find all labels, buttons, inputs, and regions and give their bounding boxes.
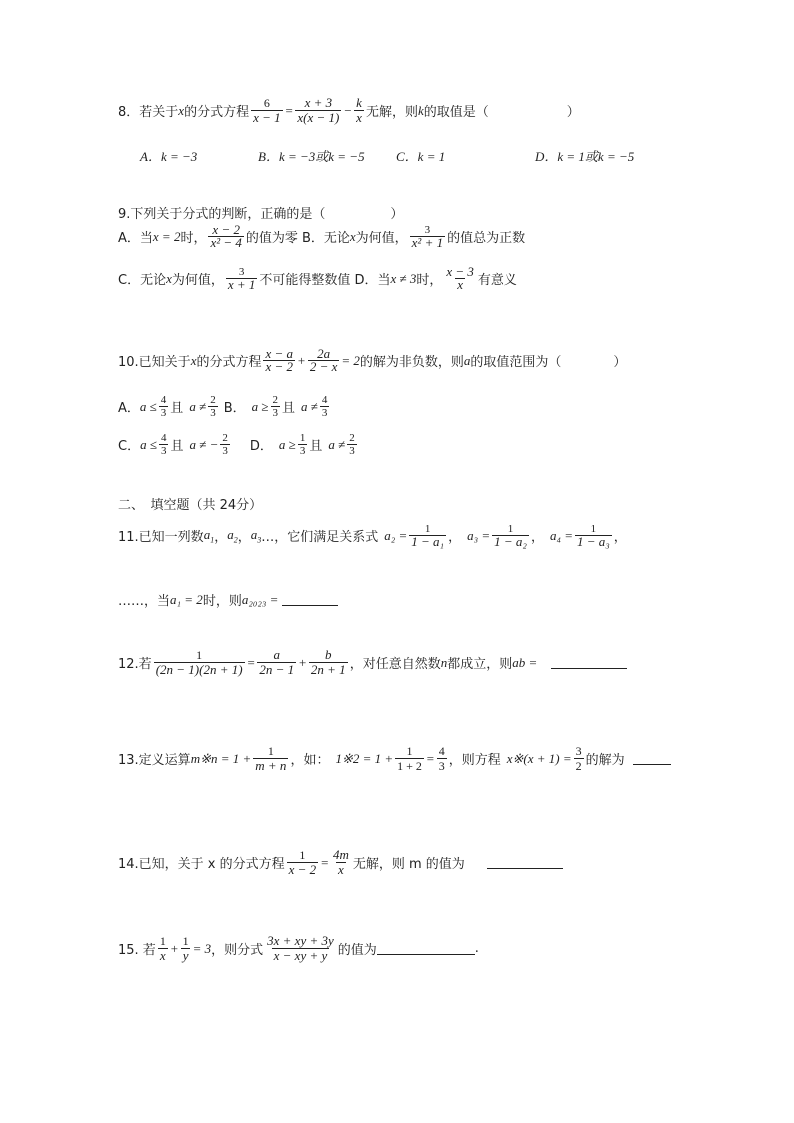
q8-fraction-3: $\frac{k}{x}$ <box>356 95 362 125</box>
q9-b-pre: B．无论 <box>301 231 350 246</box>
q13-answer-blank[interactable] <box>633 752 671 765</box>
question-15: 15. 若 $\frac{1}{x}$ + $\frac{1}{y}$ = 3 ，则分式 $\frac{3x + xy + 3y}{x - xy + y}$ 的值为 . <box>118 933 479 963</box>
q9-a-pre: A．当 <box>118 231 153 246</box>
q11-target: a₂₀₂₃ = <box>241 591 279 607</box>
q14-lhs-fraction: $\frac{1}{x - 2}$ <box>288 848 317 877</box>
q12-answer-blank[interactable] <box>551 656 627 669</box>
q9-c-var: x <box>166 270 172 286</box>
q10-options-cd: C． a ≤ $\frac{4}{3}$ 且 a ≠ − $\frac{2}{3}$ D． a ≥ $\frac{1}{3}$ 且 a ≠ $\frac{2}{3}$ <box>118 432 355 457</box>
q9-b-mid: 为何值， <box>355 231 408 246</box>
question-13: 13.定义运算 m※n = 1 + $\frac{1}{m + n}$ ，如： 1※2 = 1 + $\frac{1}{1 + 2}$ = $\frac{4}{3}$ ，则方程 x※(x + 1) = $\frac{3}{2}$ 的解为 <box>118 744 671 773</box>
q10-fraction-2: $\frac{2a}{2 - x}$ <box>309 346 338 374</box>
q13-def-fraction: $\frac{1}{m + n}$ <box>255 744 287 773</box>
question-12: 12.若 $\frac{1}{(2n - 1)(2n + 1)}$ = $\frac{a}{2n - 1}$ + $\frac{b}{2n + 1}$ ，对任意自然数 n 都成立，则 ab = <box>118 648 627 677</box>
q8-tail2: 的取值是（ ） <box>423 105 580 120</box>
q9-stem: 9.下列关于分式的判断，正确的是（ ） <box>118 207 404 222</box>
q10-option-d: D． <box>249 439 273 454</box>
q14-rhs-fraction: $\frac{4m}{x}$ <box>332 847 349 877</box>
q11-cond: a₁ = 2 <box>170 591 203 607</box>
q10-options-ab: A． a ≤ $\frac{4}{3}$ 且 a ≠ $\frac{2}{3}$ B． a ≥ $\frac{2}{3}$ 且 a ≠ $\frac{4}{3}$ <box>118 394 328 419</box>
q12-rhs-fraction-1: $\frac{a}{2n - 1}$ <box>259 647 295 677</box>
question-8: 8．若关于 x 的分式方程 $\frac{6}{x - 1}$ = $\frac{x + 3}{x(x - 1)}$ − $\frac{k}{x}$ 无解，则 k 的取值是（ ） <box>118 95 580 125</box>
q10-fraction-1: $\frac{x - a}{x - 2}$ <box>265 346 294 374</box>
q14-answer-blank[interactable] <box>487 856 563 869</box>
q8-var-k: k <box>417 102 424 118</box>
q9-line-ab <box>118 224 525 249</box>
q12-lhs-fraction: $\frac{1}{(2n - 1)(2n + 1)}$ <box>155 648 243 677</box>
q9-b-fraction: $\frac{3}{\text{x² + 1}}$ <box>411 224 444 250</box>
q11-rel-a3: $\frac{1}{\text{1 − a₂}}$ <box>494 523 527 549</box>
q8-option-b: B．k = −3或k = −5 <box>258 149 365 164</box>
q10-option-a: A． <box>118 401 140 416</box>
q12-rhs-fraction-2: $\frac{b}{2n + 1}$ <box>310 647 346 677</box>
q9-c-pre: C．无论 <box>118 273 167 288</box>
q9-line-cd <box>118 266 517 291</box>
q15-answer-blank[interactable] <box>377 942 475 955</box>
q8-fraction-1: $\frac{6}{x - 1}$ <box>253 96 281 125</box>
q9-a-post: 的值为零 <box>245 231 298 246</box>
q10-b-frac-1: $\frac{2}{3}$ <box>272 394 279 419</box>
q11-line2: ……，当 a₁ = 2 时，则 a₂₀₂₃ = <box>118 590 338 609</box>
q10-post: 的解为非负数，则 <box>359 355 464 370</box>
question-11: 11.已知一列数 $a_1$ ， $a_2$ ， $a_3$ …，它们满足关系式 a₂ = $\frac{1}{\text{1 − a₁}}$ ， a₃ = $\frac{1}{\text{1 − a₂}}$ ， a₄ = $\frac{1}{\text{1 − a₃}}$ ， <box>118 523 627 549</box>
q8-mid: 的分式方程 <box>184 105 250 120</box>
q13-example: 1※2 = 1 + <box>335 750 394 766</box>
q11-rel-a2: $\frac{1}{\text{1 − a₁}}$ <box>411 523 445 549</box>
q13-example-fraction: $\frac{1}{1 + 2}$ <box>397 744 422 773</box>
q10-c-frac-2: $\frac{2}{3}$ <box>222 432 228 457</box>
q11-answer-blank[interactable] <box>282 593 338 606</box>
q13-definition: m※n = 1 + <box>190 750 252 766</box>
q12-target: ab = <box>512 654 538 670</box>
q10-mid: 的分式方程 <box>196 355 262 370</box>
question-10: 10.已知关于 x 的分式方程 $\frac{x - a}{x - 2}$ + $\frac{2a}{2 - x}$ = 2 的解为非负数，则 a 的取值范围为（ ） <box>118 346 627 374</box>
q8-number: 8．若关于 <box>118 105 179 120</box>
q8-tail: 无解，则 <box>365 105 418 120</box>
q9-d-fraction: $\frac{x - 3}{x}$ <box>446 264 474 292</box>
q10-d-frac-1: $\frac{1}{3}$ <box>299 432 306 457</box>
q8-option-a: A．k = −3 <box>140 149 198 164</box>
q9-d-pre: D．当 <box>354 273 391 288</box>
q8-var-x: x <box>178 102 185 118</box>
q9-b-post: 的值总为正数 <box>447 231 526 246</box>
q9-c-fraction: $\frac{3}{x + 1}$ <box>227 266 256 292</box>
q13-equation-rhs: $\frac{3}{2}$ <box>575 744 582 773</box>
q10-option-c: C． <box>118 439 141 454</box>
q10-post2: 的取值范围为（ ） <box>470 355 627 370</box>
q11-rel-a4: $\frac{1}{\text{1 − a₃}}$ <box>577 523 610 549</box>
q9-a-fraction: $\frac{x - 2}{\text{x² − 4}}$ <box>210 222 242 250</box>
q10-d-frac-2: $\frac{2}{3}$ <box>349 432 355 457</box>
q10-pre: 10.已知关于 <box>118 355 191 370</box>
q15-frac-1x: $\frac{1}{x}$ <box>159 934 166 963</box>
q10-c-frac-1: $\frac{4}{3}$ <box>160 432 167 457</box>
q8-option-d: D．k = 1或k = −5 <box>535 149 635 164</box>
q9-d-cond: x ≠ 3 <box>390 270 417 286</box>
q10-b-frac-2: $\frac{4}{3}$ <box>321 394 328 419</box>
q15-frac-1y: $\frac{1}{y}$ <box>182 934 189 963</box>
q10-a-frac-1: $\frac{4}{3}$ <box>160 394 167 419</box>
q10-eq: = 2 <box>341 352 360 368</box>
q10-a-frac-2: $\frac{2}{3}$ <box>210 394 216 419</box>
q13-equation: x※(x + 1) = <box>506 750 572 766</box>
q9-b-var: x <box>349 228 356 244</box>
question-14: 14.已知，关于 x 的分式方程 $\frac{1}{x - 2}$ = $\frac{4m}{x}$ 无解，则 m 的值为 <box>118 848 563 877</box>
q10-var: x <box>190 352 197 368</box>
q9-d-mid: 时， <box>416 273 443 288</box>
q8-option-c: C．k = 1 <box>396 149 446 164</box>
q15-target-fraction: $\frac{3x + xy + 3y}{x - xy + y}$ <box>267 933 334 963</box>
q13-example-result: $\frac{4}{3}$ <box>438 744 445 773</box>
q9-a-mid: 时， <box>180 231 207 246</box>
q9-c-post: 不可能得整数值 <box>259 273 351 288</box>
q11-pre: 11.已知一列数 <box>118 530 204 545</box>
q11-dots: …，它们满足关系式 <box>261 530 379 545</box>
q8-fraction-2: $\frac{x + 3}{x(x - 1)}$ <box>297 95 340 125</box>
q9-a-cond: x = 2 <box>152 228 181 244</box>
q10-option-b: B． <box>223 401 246 416</box>
q9-d-post: 有意义 <box>477 273 517 288</box>
q9-c-mid: 为何值， <box>171 273 224 288</box>
q10-var-a: a <box>463 352 471 368</box>
section-2-title: 二、 填空题（共 24分） <box>118 498 263 513</box>
